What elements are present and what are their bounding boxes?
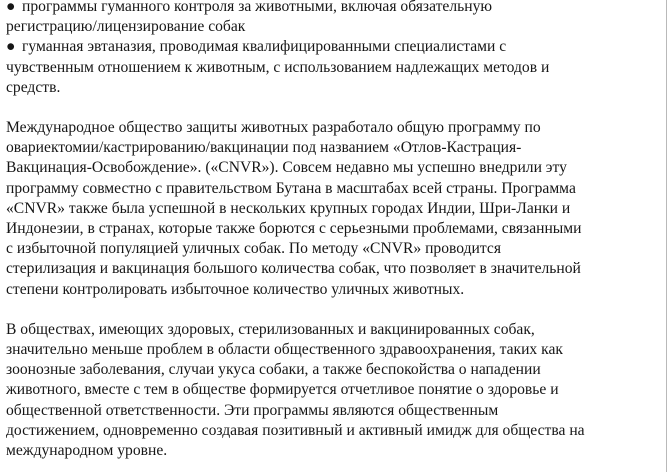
paragraph-line: значительно меньше проблем в области общественного здравоохранения, таких как: [6, 341, 563, 359]
bullet-marker: ●: [6, 0, 16, 15]
paragraph-line: достижением, одновременно создавая позитивный и активный имидж для общества на: [6, 421, 585, 439]
page-edge-line: [666, 0, 667, 472]
paragraph-line: животного, вместе с тем в обществе формируется отчетливое понятие о здоровье и: [6, 381, 559, 399]
paragraph-line: Международное общество защиты животных разработало общую программу по: [6, 119, 541, 137]
bullet-text-line: гуманная эвтаназия, проводимая квалифицированными специалистами с: [22, 38, 507, 56]
bullet-text-line: программы гуманного контроля за животными, включая обязательную: [22, 0, 493, 15]
paragraph-line: зоонозные заболевания, случаи укуса собаки, а также беспокойства о нападении: [6, 361, 541, 379]
document-body: [6, 0, 657, 461]
paragraph-line: с избыточной популяцией уличных собак. По методу «CNVR» проводится: [6, 240, 501, 258]
paragraph-line: степени контролировать избыточное количество уличных животных.: [6, 280, 465, 298]
paragraph-line: В обществах, имеющих здоровых, стерилизованных и вакцинированных собак,: [6, 320, 535, 338]
bullet-text-line: средств.: [6, 78, 61, 96]
bullet-item: [6, 37, 657, 98]
bullet-list: [6, 0, 657, 98]
paragraph-public-health: [6, 320, 657, 461]
paragraph-line: программу совместно с правительством Бутана в масштабах всей страны. Программа: [6, 179, 576, 197]
paragraph-line: общественной ответственности. Эти программы являются общественным: [6, 401, 499, 419]
paragraph-line: международном уровне.: [6, 442, 168, 460]
paragraph-line: стерилизация и вакцинация большого количества собак, что позволяет в значительной: [6, 260, 581, 278]
paragraph-line: овариектомии/кастрированию/вакцинации под названием «Отлов-Кастрация-: [6, 139, 522, 157]
bullet-item: [6, 0, 657, 37]
bullet-text-line: чувственным отношением к животным, с использованием надлежащих методов и: [6, 58, 550, 76]
bullet-marker: ●: [6, 38, 16, 56]
bullet-text-line: регистрацию/лицензирование собак: [6, 18, 246, 36]
paragraph-cnvr-program: [6, 118, 657, 300]
paragraph-line: Вакцинация-Освобождение». («CNVR»). Совсем недавно мы успешно внедрили эту: [6, 159, 567, 177]
paragraph-line: «CNVR» также была успешной в нескольких крупных городах Индии, Шри-Ланки и: [6, 199, 571, 217]
paragraph-line: Индонезии, в странах, которые также борются с серьезными проблемами, связанными: [6, 220, 582, 238]
